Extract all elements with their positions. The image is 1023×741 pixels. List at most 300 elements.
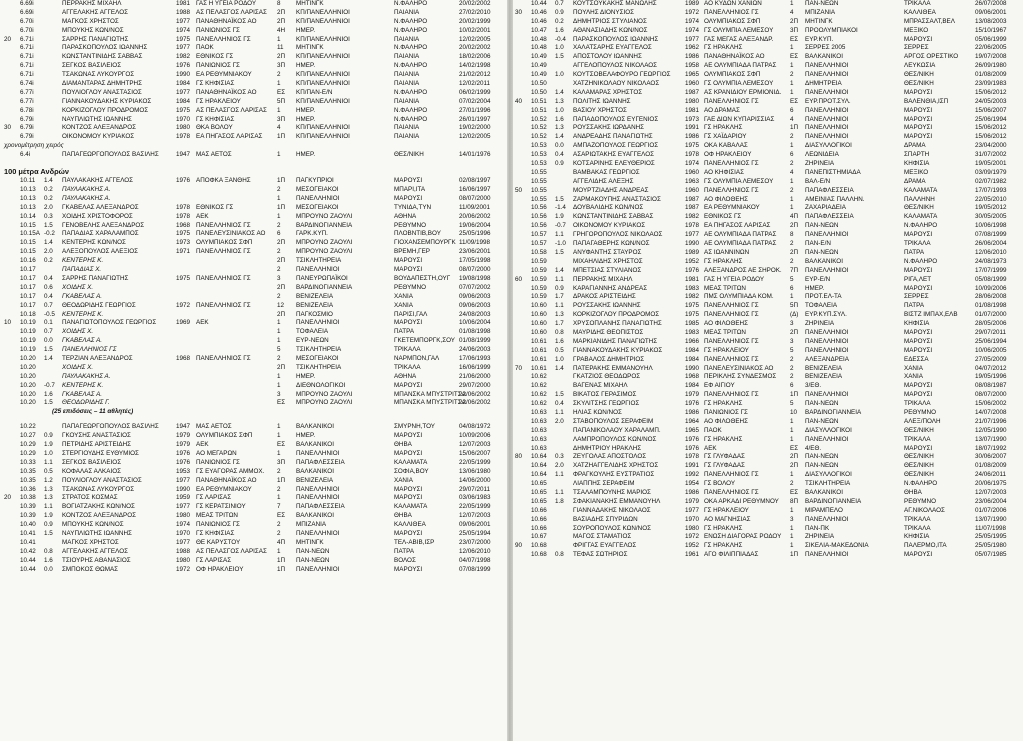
- birth-year-cell: 1986: [685, 133, 700, 141]
- club-cell: ΓΣ ΗΡΑΚΛΗΣ: [704, 400, 743, 408]
- competition-cell: ΒΑΛΚΑΝΙΚΟΙ: [296, 467, 334, 475]
- birth-year-cell: 1960: [685, 168, 700, 176]
- club-cell: ΠΑΝΙΩΝΙΟΣ ΓΣ: [196, 521, 240, 529]
- birth-year-cell: 1974: [685, 17, 700, 25]
- club-cell: ΕΘΝΙΚΟΣ ΓΣ: [196, 203, 234, 211]
- venue-cell: ΓΙΟΧΑΝΣΕΜΠΟΥΡΓΚ: [394, 239, 456, 247]
- mark-cell: 10.65: [531, 480, 547, 488]
- venue-cell: ΣΟΦΙΑ,ΒΟΥ: [394, 467, 429, 475]
- venue-cell: ΜΠΑΡΙ,ΙΤΑ: [394, 186, 426, 194]
- wind-cell: 0.9: [555, 160, 564, 168]
- rank-cell: 20: [4, 494, 12, 502]
- place-cell: 12: [277, 301, 285, 309]
- mark-cell: 10.50: [531, 88, 547, 96]
- record-row: [513, 453, 1023, 462]
- birth-year-cell: 1969: [176, 319, 191, 327]
- place-cell: 1: [790, 542, 794, 550]
- birth-year-cell: 1976: [685, 266, 700, 274]
- venue-cell: ΜΑΡΟΥΣΙ: [394, 485, 423, 493]
- birth-year-cell: 1960: [685, 186, 700, 194]
- competition-cell: ΒΕΝΙΖΕΛΕΙΑ: [296, 476, 334, 484]
- venue-cell: ΔΡΑΜΑ: [904, 142, 926, 150]
- wind-cell: 0.8: [555, 551, 564, 559]
- wind-cell: 0.4: [555, 400, 564, 408]
- right-block: [513, 0, 1023, 560]
- club-cell: ΠΑΝΕΛΛΗΝΙΟΣ ΓΣ: [704, 160, 759, 168]
- competition-cell: ΜΠΙΖΑΝΙΑ: [805, 8, 836, 16]
- athlete-cell: ΡΟΥΣΣΑΚΗΣ ΙΩΑΝΝΗΣ: [573, 302, 641, 310]
- record-row: [0, 44, 507, 53]
- birth-year-cell: 1984: [176, 97, 191, 105]
- wind-cell: 0.1: [44, 319, 53, 327]
- club-cell: ΑΣ ΚΡΑΝΙΔΙΟΥ ΕΡΜΙΟΝΙΔ.: [704, 88, 782, 96]
- venue-cell: ΜΑΡΟΥΣΙ: [904, 231, 933, 239]
- date-cell: 29/07/2000: [459, 381, 491, 389]
- place-cell: 1: [277, 494, 281, 502]
- birth-year-cell: 1979: [685, 497, 700, 505]
- mark-cell: 10.20: [20, 390, 36, 398]
- venue-cell: Ν.ΦΑΛΗΡΟ: [394, 44, 428, 52]
- athlete-cell: ΣΟΥΡΟΠΟΥΛΟΣ ΚΩΝ/ΝΟΣ: [573, 524, 652, 532]
- birth-year-cell: 1976: [685, 435, 700, 443]
- club-cell: ΠΑΝΕΛΛΗΝΙΟΣ ΓΣ: [704, 97, 759, 105]
- wind-cell: 1.0: [555, 44, 564, 52]
- club-cell: ΠΑΝΑΘΗΝΑΪΚΟΣ ΑΟ: [196, 88, 257, 96]
- club-cell: ΠΑΝΑΘΗΝΑΪΚΟΣ ΑΟ: [704, 53, 765, 61]
- athlete-cell: ΒΑΓΕΝΑΣ ΜΙΧΑΗΛ: [573, 382, 628, 390]
- club-cell: ΑΟ ΔΡΑΜΑΣ: [704, 106, 740, 114]
- club-cell: ΠΑΝΕΛΛΗΝΙΟΣ ΓΣ: [704, 355, 759, 363]
- mark-cell: 10.44: [531, 0, 547, 7]
- mark-cell: 10.66: [531, 506, 547, 514]
- competition-cell: ΒΑΛΚΑΝΙΚΟΙ: [296, 512, 334, 520]
- wind-cell: 1.3: [44, 494, 53, 502]
- venue-cell: ΜΑΡΟΥΣΙ: [394, 494, 423, 502]
- athlete-cell: ΚΕΝΤΕΡΗΣ ΚΩΝ/ΝΟΣ: [62, 239, 126, 247]
- place-cell: 1: [277, 328, 281, 336]
- competition-cell: ΚΠ/ΠΑΝ-Ε/Ν: [296, 88, 333, 96]
- club-cell: ΠΕΡΙΚΛΗΣ ΣΥΝΔΕΣΜΟΣ: [704, 373, 777, 381]
- place-cell: 2: [790, 160, 794, 168]
- place-cell: 2: [277, 354, 281, 362]
- place-cell: 1: [277, 80, 281, 88]
- place-cell: 3: [277, 390, 281, 398]
- birth-year-cell: 1981: [685, 106, 700, 114]
- date-cell: 25/05/1996: [459, 230, 491, 238]
- place-cell: ΕΣ: [790, 488, 799, 496]
- venue-cell: ΘΗΒΑ: [904, 488, 922, 496]
- mark-cell: 10.38: [20, 494, 36, 502]
- competition-cell: ΚΠ/ΠΑΝΕΛΛΗΝΙΟΙ: [296, 8, 350, 16]
- date-cell: 18/02/2006: [459, 53, 491, 61]
- date-cell: 26/01/1997: [459, 115, 491, 123]
- record-row: [0, 98, 507, 107]
- venue-cell: ΜΑΡΟΥΣΙ: [904, 88, 933, 96]
- venue-cell: Ν.ΦΑΛΗΡΟ: [394, 0, 428, 7]
- mark-cell: 10.16: [20, 257, 36, 265]
- birth-year-cell: 1978: [176, 203, 191, 211]
- date-cell: 08/07/2000: [975, 391, 1007, 399]
- venue-cell: ΒΙΣΤΖ ΙΜΠΑΧ,ΕΛΒ: [904, 311, 958, 319]
- record-row: [0, 275, 507, 284]
- mark-cell: 10.60: [531, 311, 547, 319]
- athlete-cell: ΓΚΑΒΕΛΑΣ Α.: [62, 390, 103, 398]
- date-cell: 31/07/2002: [975, 151, 1007, 159]
- birth-year-cell: 1978: [176, 133, 191, 141]
- competition-cell: ΠΡΟΟΛΥΜΠΙΑΚΟΙ: [805, 26, 858, 34]
- wind-cell: 1.5: [44, 399, 53, 407]
- wind-cell: -0.5: [44, 310, 55, 318]
- wind-cell: 1.0: [555, 106, 564, 114]
- mark-cell: 10.17: [20, 266, 36, 274]
- wind-cell: 1.5: [555, 391, 564, 399]
- club-cell: ΑΣ ΠΕΛΑΣΓΟΣ ΛΑΡΙΣΑΣ: [196, 8, 267, 16]
- date-cell: 28/05/2006: [975, 320, 1007, 328]
- birth-year-cell: 1987: [685, 88, 700, 96]
- record-row: [513, 391, 1023, 400]
- mark-cell: 10.52: [531, 133, 547, 141]
- mark-cell: 10.56: [531, 213, 547, 221]
- venue-cell: ΜΑΡΟΥΣΙ: [904, 337, 933, 345]
- record-row: [513, 151, 1023, 160]
- place-cell: 1: [790, 533, 794, 541]
- record-row: [0, 486, 507, 495]
- athlete-cell: ΠΑΤΕΡΑΚΗΣ ΕΜΜΑΝΟΥΗΛ: [573, 364, 653, 372]
- wind-cell: 1.7: [555, 320, 564, 328]
- date-cell: 13/07/1990: [975, 515, 1007, 523]
- place-cell: 5Π: [790, 302, 799, 310]
- club-cell: ΟΚΑ ΑΡΚΑΔΙ ΡΕΘΥΜΝΟΥ: [704, 497, 779, 505]
- place-cell: 1Π: [277, 177, 286, 185]
- competition-cell: ΜΠΡΟΥΝΟ ΖΑΟΥΛΙ: [296, 212, 353, 220]
- wind-cell: 0.9: [44, 432, 53, 440]
- club-cell: ΑΕΚ: [196, 212, 209, 220]
- competition-cell: ΒΑΡΔΙΝΟΓΙΑΝΝΕΙΑ: [805, 497, 862, 505]
- date-cell: 07/07/2002: [459, 283, 491, 291]
- club-cell: ΑΟ ΦΙΛΟΘΕΗΣ: [704, 195, 748, 203]
- record-row: [513, 276, 1023, 285]
- athlete-cell: ΒΑΣΙΑΔΗΣ ΣΠΥΡΙΔΩΝ: [573, 515, 638, 523]
- place-cell: 1: [277, 106, 281, 114]
- date-cell: 22/05/2010: [975, 195, 1007, 203]
- club-cell: ΑΕ ΟΛΥΜΠΙΑΔΑ ΠΑΤΡΑΣ: [704, 62, 777, 70]
- club-cell: ΠΑΝΕΛΛΗΝΙΟΣ ΓΣ: [704, 488, 759, 496]
- mark-cell: 6.71i: [20, 35, 34, 43]
- record-row: [0, 477, 507, 486]
- club-cell: ΠΑΝΕΛΛΗΝΙΟΣ ΓΣ: [704, 471, 759, 479]
- athlete-cell: ΓΚΑΒΕΛΑΣ Α.: [62, 337, 103, 345]
- place-cell: 3Π: [277, 115, 286, 123]
- place-cell: 2Π: [790, 17, 799, 25]
- place-cell: 1: [790, 204, 794, 212]
- place-cell: 2: [277, 485, 281, 493]
- record-row: [0, 423, 507, 432]
- date-cell: 26/06/2004: [975, 240, 1007, 248]
- athlete-cell: ΧΑΛΑΤΣΑΡΗΣ ΕΥΑΓΓΕΛΟΣ: [573, 44, 652, 52]
- wind-cell: 1.4: [555, 364, 564, 372]
- athlete-cell: ΚΕΝΤΕΡΗΣ Κ.: [62, 257, 104, 265]
- athlete-cell: ΓΚΑΒΕΛΑΣ ΑΛΕΞΑΝΔΡΟΣ: [62, 203, 139, 211]
- record-row: [513, 107, 1023, 116]
- birth-year-cell: 1977: [176, 538, 191, 546]
- venue-cell: ΠΑΙΑΝΙΑ: [394, 35, 420, 43]
- club-cell: ΠΑΝΙΩΝΙΟΣ ΓΣ: [196, 458, 240, 466]
- record-row: [513, 533, 1023, 542]
- mark-cell: 6.4i: [20, 151, 31, 159]
- club-cell: ΠΑΝΕΛΕΥΣΙΝΙΑΚΟΣ ΑΟ: [704, 364, 774, 372]
- mark-cell: 10.62: [531, 400, 547, 408]
- record-row: [513, 178, 1023, 187]
- place-cell: 1: [277, 381, 281, 389]
- wind-cell: 1.1: [555, 275, 564, 283]
- competition-cell: ΚΠ/ΠΑΝΕΛΛΗΝΙΟΙ: [296, 97, 350, 105]
- athlete-cell: ΑΓΓΕΛΑΚΗΣ ΑΓΓΕΛΟΣ: [62, 8, 128, 16]
- mark-cell: 10.56: [531, 204, 547, 212]
- birth-year-cell: 1968: [176, 354, 191, 362]
- athlete-cell: ΚΩΝΣΤΑΝΤΙΝΙΔΗΣ ΣΑΒΒΑΣ: [62, 53, 143, 61]
- venue-cell: Ν.ΦΑΛΗΡΟ: [904, 222, 938, 230]
- place-cell: 1: [790, 62, 794, 70]
- wind-cell: -1.4: [555, 204, 566, 212]
- date-cell: 25/05/1995: [975, 533, 1007, 541]
- birth-year-cell: 1976: [176, 177, 191, 185]
- record-row: [513, 267, 1023, 276]
- competition-cell: ΒΑΡΔΙΝΟΓΙΑΝΝΕΙΑ: [805, 408, 862, 416]
- venue-cell: ΘΕΣ/ΝΙΚΗ: [904, 80, 934, 88]
- athlete-cell: ΒΙΚΑΤΟΣ ΓΕΡΑΣΙΜΟΣ: [573, 391, 637, 399]
- mark-cell: 10.35: [20, 467, 36, 475]
- place-cell: 1: [277, 449, 281, 457]
- birth-year-cell: 1976: [685, 400, 700, 408]
- mark-cell: 10.53: [531, 142, 547, 150]
- competition-cell: ΠΑΝΕΛΛΗΝΙΟΙ: [805, 62, 849, 70]
- venue-cell: ΡΕΘΥΜΝΟ: [904, 497, 936, 505]
- record-row: [513, 53, 1023, 62]
- mark-cell: 10.13: [20, 194, 36, 202]
- club-cell: ΑΕ ΟΛΥΜΠΙΑΔΑ ΠΑΤΡΑΣ: [704, 231, 777, 239]
- club-cell: ΠΑΝΕΛΛΗΝΙΟΣ ΓΣ: [704, 337, 759, 345]
- date-cell: 10/06/2004: [459, 319, 491, 327]
- birth-year-cell: 1974: [176, 521, 191, 529]
- competition-cell: ΠΑΠΑΦΛΕΣΣΕΙΑ: [296, 503, 345, 511]
- mark-cell: 10.53: [531, 160, 547, 168]
- date-cell: 06/02/1999: [459, 88, 491, 96]
- mark-cell: 6.79i: [20, 124, 34, 132]
- wind-cell: 1.4: [555, 88, 564, 96]
- athlete-cell: ΤΣΙΟΥΡΗΣ ΑΘΑΝΑΣΙΟΣ: [62, 556, 131, 564]
- venue-cell: ΠΑΛΕΡΜΟ,ΙΤΑ: [904, 542, 947, 550]
- club-cell: ΓΣ ΗΡΑΚΛΗΣ: [704, 257, 743, 265]
- club-cell: ΟΦ ΗΡΑΚΛΕΙΟΥ: [704, 151, 752, 159]
- record-row: [0, 53, 507, 62]
- competition-cell: 3/ΕΘ.: [805, 382, 822, 390]
- place-cell: 2: [790, 355, 794, 363]
- place-cell: 1: [790, 195, 794, 203]
- wind-cell: 2.0: [555, 417, 564, 425]
- wind-cell: 0.0: [44, 565, 53, 573]
- club-cell: ΟΛΥΜΠΙΑΚΟΣ ΣΦΠ: [196, 432, 253, 440]
- mark-cell: 6.77i: [20, 97, 34, 105]
- venue-cell: ΠΛΟΒΝΤΙΒ,ΒΟΥ: [394, 230, 441, 238]
- place-cell: 2: [277, 266, 281, 274]
- club-cell: ΠΑΝΙΩΝΙΟΣ ΓΣ: [196, 62, 240, 70]
- birth-year-cell: 1977: [176, 476, 191, 484]
- competition-cell: ΒΑΡΔΙΝΟΓΙΑΝΝΕΙΑ: [296, 283, 353, 291]
- mark-cell: 10.50: [531, 80, 547, 88]
- wind-cell: 1.1: [555, 408, 564, 416]
- date-cell: 19/06/2004: [459, 221, 491, 229]
- place-cell: 2Π: [790, 328, 799, 336]
- venue-cell: ΠΑΙΑΝΙΑ: [394, 8, 420, 16]
- venue-cell: ΜΑΡΟΥΣΙ: [904, 106, 933, 114]
- venue-cell: ΤΡΙΚΑΛΑ: [904, 400, 931, 408]
- mark-cell: 10.61: [531, 346, 547, 354]
- competition-cell: ΠΑΝΕΛΛΗΝΙΟΙ: [296, 565, 340, 573]
- competition-cell: ΚΠ/ΠΑΝΕΛΛΗΝΙΟΙ: [296, 71, 350, 79]
- birth-year-cell: 1952: [685, 542, 700, 550]
- date-cell: 15/06/2007: [975, 106, 1007, 114]
- athlete-cell: ΣΚΥΛΙΤΣΗΣ ΓΕΩΡΓΙΟΣ: [573, 400, 640, 408]
- birth-year-cell: 1992: [685, 471, 700, 479]
- date-cell: 12/07/2003: [459, 441, 491, 449]
- place-cell: 1: [277, 337, 281, 345]
- place-cell: 1: [277, 212, 281, 220]
- wind-cell: 0.7: [44, 301, 53, 309]
- birth-year-cell: 1985: [685, 320, 700, 328]
- date-cell: 19/07/2008: [975, 53, 1007, 61]
- place-cell: 1: [790, 44, 794, 52]
- mark-cell: 10.19: [20, 319, 36, 327]
- competition-cell: ΠΑΝΕΛΛΗΝΙΟΙ: [805, 346, 849, 354]
- athlete-cell: ΦΡΙΓΓΑΣ ΕΥΑΓΓΕΛΟΣ: [573, 542, 637, 550]
- date-cell: 19/05/2012: [975, 204, 1007, 212]
- competition-cell: ΠΑΝΕΛΛΗΝΙΟΙ: [805, 231, 849, 239]
- wind-cell: 0.9: [555, 8, 564, 16]
- athlete-cell: ΓΙΑΝΝΑΔΑΚΗΣ ΝΙΚΟΛΑΟΣ: [573, 506, 651, 514]
- record-row: [0, 266, 507, 275]
- venue-cell: Ν.ΦΑΛΗΡΟ: [904, 257, 938, 265]
- place-cell: 1: [790, 293, 794, 301]
- record-row: [513, 382, 1023, 391]
- date-cell: 12/05/1990: [975, 426, 1007, 434]
- athlete-cell: ΑΝΔΡΕΑΔΗΣ ΠΑΝΑΓΙΩΤΗΣ: [573, 133, 653, 141]
- venue-cell: ΧΑΝΙΑ: [904, 364, 923, 372]
- club-cell: ΑΟ ΚΥΔΩΝ ΧΑΝΙΩΝ: [704, 0, 762, 7]
- date-cell: 14/02/1998: [459, 62, 491, 70]
- wind-cell: 1.9: [44, 512, 53, 520]
- wind-cell: 1.4: [555, 266, 564, 274]
- birth-year-cell: 1990: [685, 240, 700, 248]
- birth-year-cell: 1977: [176, 17, 191, 25]
- place-cell: 11: [277, 44, 284, 52]
- date-cell: 25/06/1994: [975, 337, 1007, 345]
- competition-cell: ΒΑΛΚΑΝΙΚΟΙ: [296, 441, 334, 449]
- athlete-cell: ΑΣΑΡΙΩΤΑΚΗΣ ΕΥΑΓΓΕΛΟΣ: [573, 151, 655, 159]
- date-cell: 25/06/1994: [975, 115, 1007, 123]
- rank-cell: 30: [4, 124, 12, 132]
- club-cell: ΓΣ ΧΑΪΔΑΡΙΟΥ: [704, 133, 747, 141]
- date-cell: 16/06/1997: [459, 186, 491, 194]
- competition-cell: ΠΑΝΕΛΛΗΝΙΟΙ: [805, 115, 849, 123]
- wind-cell: 1.5: [555, 53, 564, 61]
- venue-cell: ΜΑΡΟΥΣΙ: [904, 551, 933, 559]
- place-cell: 1: [277, 319, 281, 327]
- competition-cell: 4/ΕΘ.: [805, 444, 822, 452]
- athlete-cell: ΠΑΠΑΓΕΩΡΓΟΠΟΥΛΟΣ ΒΑΣΙΛΗΣ: [62, 151, 159, 159]
- place-cell: 2: [277, 467, 281, 475]
- birth-year-cell: 1988: [176, 8, 191, 16]
- venue-cell: ΒΑΛΕΝΘΙΑ,ΙΣΠ: [904, 97, 949, 105]
- birth-year-cell: 1977: [176, 44, 191, 52]
- date-cell: 23/07/2000: [459, 538, 491, 546]
- birth-year-cell: 1972: [685, 8, 700, 16]
- date-cell: 10/06/2005: [975, 346, 1007, 354]
- wind-cell: 1.2: [44, 476, 53, 484]
- competition-cell: ΠΑΝΕΛΛΗΝΙΟΙ: [805, 133, 849, 141]
- date-cell: 15/06/2012: [975, 88, 1007, 96]
- place-cell: ΕΣ: [790, 97, 799, 105]
- birth-year-cell: 1976: [176, 458, 191, 466]
- mark-cell: 10.63: [531, 426, 547, 434]
- competition-cell: ΠΑΝ-ΝΕΩΝ: [296, 556, 330, 564]
- mark-cell: 6.78i: [20, 106, 34, 114]
- athlete-cell: ΣΕΓΚΟΣ ΒΑΣΙΛΕΙΟΣ: [62, 458, 122, 466]
- date-cell: 27/01/1996: [459, 106, 491, 114]
- competition-cell: ΒΑΛΚΑΝΙΚΟΙ: [805, 53, 843, 61]
- club-cell: ΕΘΝΙΚΟΣ ΓΣ: [704, 213, 742, 221]
- record-row: [513, 222, 1023, 231]
- record-row: [0, 302, 507, 311]
- competition-cell: ΠΑΝ-ΝΕΩΝ: [805, 453, 839, 461]
- competition-cell: ΠΑΝΕΠΙΣΤΗΜΙΑΔΑ: [805, 168, 861, 176]
- birth-year-cell: 1988: [176, 547, 191, 555]
- birth-year-cell: 1984: [685, 346, 700, 354]
- competition-cell: ΒΕΝΙΖΕΛΕΙΑ: [805, 373, 843, 381]
- mark-cell: 10.55: [531, 177, 547, 185]
- left-block-3: [0, 177, 507, 408]
- club-cell: ΘΚΑ ΒΟΛΟΥ: [196, 124, 233, 132]
- place-cell: 2: [790, 240, 794, 248]
- athlete-cell: ΠΟΛΙΤΗΣ ΙΩΑΝΝΗΣ: [573, 97, 631, 105]
- venue-cell: ΠΑΤΡΑ: [394, 328, 415, 336]
- athlete-cell: ΚΟΝΤΖΟΣ ΑΛΕΞΑΝΔΡΟΣ: [62, 124, 136, 132]
- venue-cell: ΣΕΡΡΕΣ: [904, 44, 929, 52]
- record-row: [0, 382, 507, 391]
- wind-cell: 1.1: [555, 302, 564, 310]
- athlete-cell: ΛΙΑΠΠΗΣ ΣΕΡΑΦΕΙΜ: [573, 480, 635, 488]
- date-cell: 27/05/2009: [975, 355, 1007, 363]
- competition-cell: ΗΜΕΡ.: [296, 372, 316, 380]
- record-row: [513, 133, 1023, 142]
- venue-cell: ΘΕΣ/ΝΙΚΗ: [904, 471, 934, 479]
- record-row: [0, 441, 507, 450]
- competition-cell: ΔΙΑΣΥΛΛΟΓΙΚΟΙ: [805, 142, 852, 150]
- mark-cell: 10.17: [20, 292, 36, 300]
- competition-cell: ΗΜΕΡ.: [296, 106, 316, 114]
- record-row: [513, 36, 1023, 45]
- venue-cell: ΑΘΗΝΑ: [394, 372, 417, 380]
- mark-cell: 10.17: [20, 274, 36, 282]
- record-row: [513, 365, 1023, 374]
- wind-cell: 1.4: [44, 239, 53, 247]
- birth-year-cell: 1968: [176, 221, 191, 229]
- mark-cell: 10.44: [20, 556, 36, 564]
- date-cell: 15/06/2012: [975, 133, 1007, 141]
- record-row: [0, 151, 507, 160]
- date-cell: 07/02/2004: [459, 97, 491, 105]
- club-cell: ΕΦ ΑΙΓΙΟΥ: [704, 382, 735, 390]
- date-cell: 08/08/1987: [975, 382, 1007, 390]
